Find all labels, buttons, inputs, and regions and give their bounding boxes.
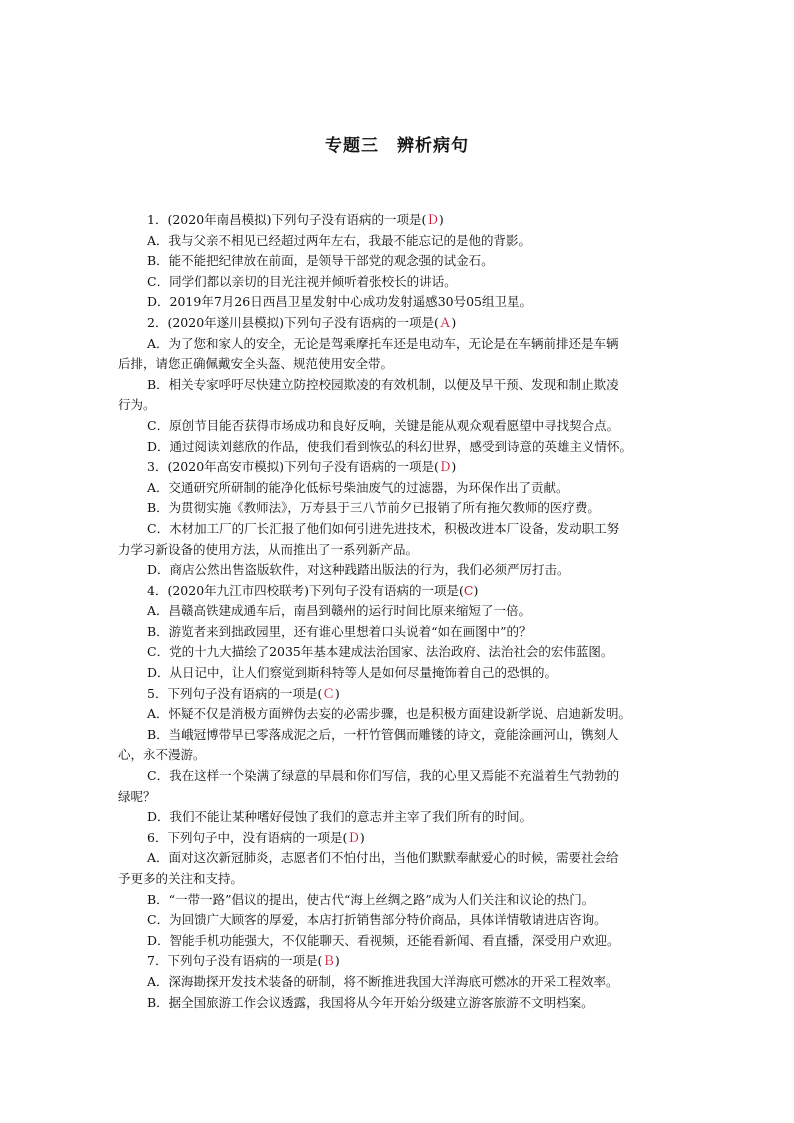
closing-paren: ) [359, 829, 365, 845]
text-line [118, 519, 676, 540]
line-text: C．为回馈广大顾客的厚爱，本店打折销售部分特价商品，具体详情敬请进店咨询。 [147, 912, 607, 928]
answer-letter: Ｃ [322, 685, 335, 701]
line-text: D．智能手机功能强大，不仅能聊天、看视频，还能看新闻、看直播，深受用户欢迎。 [147, 932, 620, 948]
line-text: 力学习新设备的使用方法，从而推出了一系列新产品。 [118, 541, 419, 557]
text-line [118, 601, 676, 622]
line-text: B．“一带一路”倡议的提出，使古代“海上丝绸之路”成为人们关注和议论的热门。 [147, 891, 595, 907]
text-line [118, 848, 676, 869]
text-line [118, 704, 676, 725]
line-text: A．面对这次新冠肺炎，志愿者们不怕付出，当他们默默奉献爱心的时候，需要社会给 [147, 850, 619, 866]
line-text: C．我在这样一个染满了绿意的早晨和你们写信，我的心里又焉能不充溢着生气勃勃的 [147, 768, 620, 784]
text-line [118, 375, 676, 396]
line-text: B．据全国旅游工作会议透露，我国将从今年开始分级建立游客旅游不文明档案。 [147, 994, 594, 1010]
closing-paren: ) [438, 212, 444, 227]
closing-paren: ) [334, 685, 340, 701]
line-text: 1．(2020年南昌模拟)下列句子没有语病的一项是( [147, 212, 427, 227]
text-line [118, 828, 676, 849]
text-line [118, 416, 676, 437]
closing-paren: ) [473, 582, 479, 598]
text-line [118, 581, 676, 602]
page-title: 专题三 辨析病句 [325, 136, 469, 156]
text-line [118, 395, 676, 416]
text-line [118, 560, 676, 581]
line-text: 2．(2020年遂川县模拟)下列句子没有语病的一项是( [147, 314, 439, 330]
closing-paren: ) [334, 953, 340, 969]
line-text: B．相关专家呼吁尽快建立防控校园欺凌的有效机制，以便及早干预、发现和制止欺凌 [147, 376, 619, 392]
text-line [118, 540, 676, 561]
text-line [118, 766, 676, 787]
text-line [118, 457, 676, 478]
text-line [118, 251, 676, 272]
text-line [118, 498, 676, 519]
text-line [118, 951, 676, 972]
text-line [118, 972, 676, 993]
line-text: D．2019年7月26日西昌卫星发射中心成功发射遥感30号05组卫星。 [147, 294, 533, 310]
answer-letter: Ｄ [347, 829, 360, 845]
answer-letter: C [463, 582, 474, 598]
line-text: C．原创节目能否获得市场成功和良好反响，关键是能从观众观看愿望中寻找契合点。 [147, 417, 620, 433]
answer-letter: Ｂ [322, 953, 335, 969]
line-text: B．能不能把纪律放在前面，是领导干部党的观念强的试金石。 [147, 253, 494, 269]
answer-letter: Ａ [438, 314, 452, 330]
answer-letter: Ｄ [438, 459, 452, 475]
line-text: 4．(2020年九江市四校联考)下列句子没有语病的一项是( [147, 582, 464, 598]
line-text: D．通过阅读刘慈欣的作品，使我们看到恢弘的科幻世界，感受到诗意的英雄主义情怀。 [147, 438, 633, 454]
text-line [118, 354, 676, 375]
text-line [118, 869, 676, 890]
line-text: B．为贯彻实施《教师法》，万寿县于三八节前夕已报销了所有拖欠教师的医疗费。 [147, 500, 600, 516]
line-text: A．我与父亲不相见已经超过两年左右，我最不能忘记的是他的背影。 [147, 232, 532, 248]
closing-paren: ) [451, 459, 457, 475]
line-text: D．从日记中，让人们察觉到斯科特等人是如何尽量掩饰着自己的恐惧的。 [147, 665, 558, 681]
text-line [118, 642, 676, 663]
line-text: C．木材加工厂的厂长汇报了他们如何引进先进技术，积极改进本厂设备，发动职工努 [147, 520, 620, 536]
line-text: 行为。 [118, 397, 156, 413]
text-line [118, 313, 676, 334]
line-text: A．为了您和家人的安全，无论是驾乘摩托车还是电动车，无论是在车辆前排还是车辆 [147, 335, 619, 351]
line-text: B．当峨冠博带早已零落成泥之后，一杆竹管偶而雕镂的诗文，竟能涂画河山，镌刻人 [147, 726, 619, 742]
text-line [118, 890, 676, 911]
line-text: D．商店公然出售盗版软件，对这种践踏出版法的行为，我们必须严厉打击。 [147, 562, 570, 578]
line-text: C．同学们都以亲切的目光注视并倾听着张校长的讲话。 [147, 273, 457, 289]
text-line [118, 910, 676, 931]
line-text: D．我们不能让某种嗜好侵蚀了我们的意志并主宰了我们所有的时间。 [147, 809, 533, 825]
line-text: 心，永不漫游。 [118, 747, 206, 763]
line-text: A．深海勘探开发技术装备的研制，将不断推进我国大洋海底可燃冰的开采工程效率。 [147, 973, 619, 989]
text-line [118, 745, 676, 766]
text-line [118, 725, 676, 746]
document-body [118, 210, 676, 1013]
text-line [118, 931, 676, 952]
line-text: 予更多的关注和支持。 [118, 871, 244, 886]
line-text: A．怀疑不仅是消极方面辨伪去妄的必需步骤，也是积极方面建设新学说、启迪新发明。 [147, 706, 632, 722]
text-line [118, 437, 676, 458]
text-line [118, 292, 676, 313]
closing-paren: ) [451, 314, 457, 330]
text-line [118, 210, 676, 231]
text-line [118, 663, 676, 684]
line-text: C．党的十九大描绘了2035年基本建成法治国家、法治政府、法治社会的宏伟蓝图。 [147, 644, 614, 660]
line-text: 后排，请您正确佩戴安全头盔、规范使用安全带。 [118, 356, 394, 372]
line-text: A．交通研究所研制的能净化低标号柴油废气的过滤器，为环保作出了贡献。 [147, 479, 569, 495]
text-line [118, 272, 676, 293]
line-text: 6．下列句子中，没有语病的一项是( [147, 829, 348, 845]
line-text: B．游览者来到拙政园里，还有谁心里想着口头说着“如在画图中”的？ [147, 623, 532, 639]
line-text: 3．(2020年高安市模拟)下列句子没有语病的一项是( [147, 459, 439, 475]
line-text: 7．下列句子没有语病的一项是( [147, 953, 323, 969]
text-line [118, 622, 676, 643]
text-line [118, 787, 676, 808]
line-text: A．昌赣高铁建成通车后，南昌到赣州的运行时间比原来缩短了一倍。 [147, 603, 532, 619]
text-line [118, 993, 676, 1014]
line-text: 绿呢？ [118, 788, 156, 804]
text-line [118, 231, 676, 252]
text-line [118, 334, 676, 355]
line-text: 5．下列句子没有语病的一项是( [147, 685, 323, 701]
text-line [118, 684, 676, 705]
text-line [118, 807, 676, 828]
answer-letter: Ｄ [426, 212, 439, 227]
text-line [118, 478, 676, 499]
